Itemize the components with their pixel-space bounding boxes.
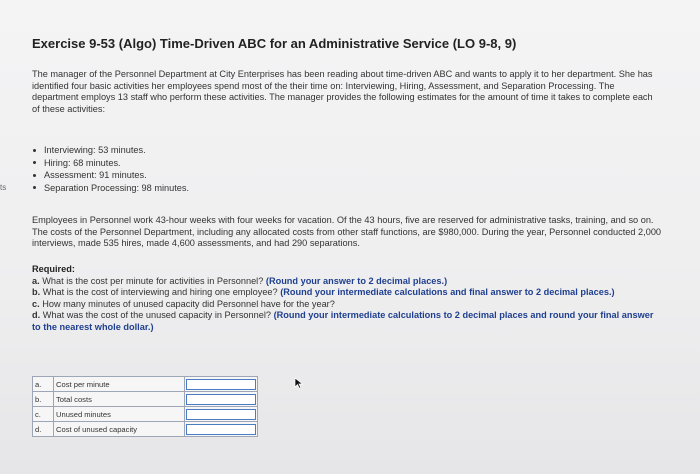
row-letter: c.	[33, 407, 54, 422]
rounding-note: (Round your intermediate calculations to 2 decimal places and round your final answer to the nearest whole dollar.)	[32, 310, 654, 332]
row-letter: b.	[33, 392, 54, 407]
answer-cell	[185, 377, 258, 392]
row-label: Total costs	[54, 392, 185, 407]
question-letter: a.	[32, 275, 40, 286]
intro-paragraph: The manager of the Personnel Department at City Enterprises has been reading about time-driven ABC and wants to apply it to her department. She has identified four basic activities her employees spend most of the their time on: Interviewing, Hiring, Assessment, and Separation Processing. The department employs 13 staff who perform these activities. The manager provides the following estimates for the amount of time it takes to complete each of these activities:	[32, 69, 653, 114]
activity-list	[32, 144, 189, 194]
question-text: What was the cost of the unused capacity in Personnel?	[40, 310, 274, 321]
facts-paragraph: Employees in Personnel work 43-hour weeks with four weeks for vacation. Of the 43 hours, five are reserved for administrative tasks, training, and so on. The costs of the Personnel Department, including any allocated costs from other staff functions, are $980,000. During the year, Personnel conducted 2,000 interviews, made 535 hires, made 4,600 assessments, and had 290 separations.	[32, 215, 662, 248]
answer-input-unused-minutes[interactable]	[186, 409, 256, 420]
row-label: Unused minutes	[54, 407, 185, 422]
question-text: What is the cost of interviewing and hiring one employee?	[40, 287, 281, 298]
answer-cell	[185, 392, 258, 407]
exercise-title: Exercise 9-53 (Algo) Time-Driven ABC for an Administrative Service (LO 9-8, 9)	[32, 36, 517, 51]
row-label: Cost of unused capacity	[54, 422, 185, 437]
question-letter: c.	[32, 298, 40, 309]
mouse-cursor-icon	[294, 377, 304, 389]
answer-input-cost-per-minute[interactable]	[186, 379, 256, 390]
question-d	[32, 310, 662, 333]
question-letter: d.	[32, 310, 41, 321]
question-a	[32, 276, 662, 288]
question-letter: b.	[32, 287, 41, 298]
row-letter: d.	[33, 422, 54, 437]
question-b	[32, 287, 662, 299]
required-heading: Required:	[32, 264, 75, 274]
answer-input-total-costs[interactable]	[186, 394, 256, 405]
answer-table	[32, 376, 258, 437]
answer-input-cost-of-unused-capacity[interactable]	[186, 424, 256, 435]
table-row	[33, 422, 258, 437]
row-letter: a.	[33, 377, 54, 392]
answer-cell	[185, 422, 258, 437]
edge-mark: ts	[0, 183, 7, 192]
activity-item: Assessment: 91 minutes.	[32, 169, 189, 182]
table-row	[33, 407, 258, 422]
row-label: Cost per minute	[54, 377, 185, 392]
table-row	[33, 377, 258, 392]
activity-item: Hiring: 68 minutes.	[32, 157, 189, 170]
required-section	[32, 264, 662, 334]
activity-item: Separation Processing: 98 minutes.	[32, 182, 189, 195]
table-row	[33, 392, 258, 407]
question-text: How many minutes of unused capacity did Personnel have for the year?	[39, 298, 335, 309]
answer-cell	[185, 407, 258, 422]
question-c	[32, 299, 662, 311]
activity-item: Interviewing: 53 minutes.	[32, 144, 189, 157]
question-text: What is the cost per minute for activities in Personnel?	[39, 275, 266, 286]
rounding-note: (Round your intermediate calculations and final answer to 2 decimal places.)	[280, 287, 615, 298]
rounding-note: (Round your answer to 2 decimal places.)	[265, 275, 448, 286]
